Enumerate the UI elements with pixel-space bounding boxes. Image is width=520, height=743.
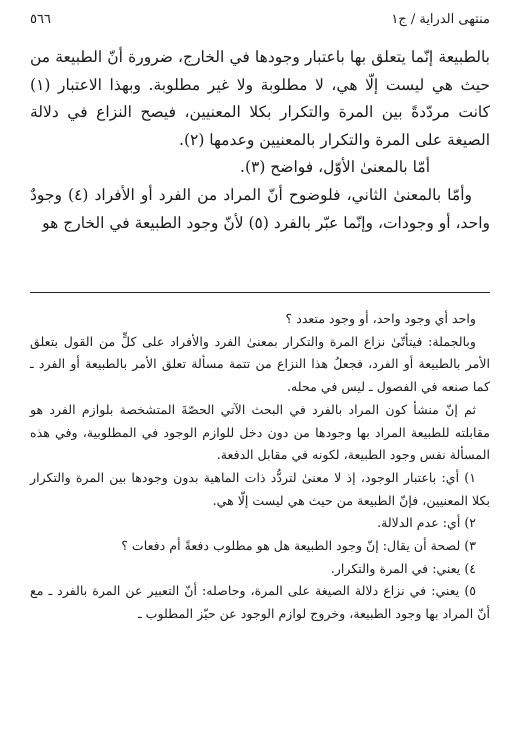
- footnote-continuation: واحد أي وجود واحد، أو وجود متعدد ؟: [285, 311, 476, 326]
- main-paragraph: وأمّا بالمعنىٰ الثاني، فلوضوح أنّ المراد من الفرد أو الأفراد (٤) وجودٌ واحد، أو وجودات، وإنّما عبّر بالفرد (٥) لأنّ وجود الطبيعة في الخارج هو: [30, 185, 490, 232]
- footnote-item: ٢) أي: عدم الدلالة.: [377, 515, 476, 531]
- footnote-item: ٣) لصحة أن يقال: إنّ وجود الطبيعة هل هو مطلوب دفعةً أم دفعات ؟: [121, 538, 476, 554]
- footnote-item: ٥) يعني: في نزاع دلالة الصيغة على المرة، وحاصله: أنّ التعبير عن المرة بالفرد ـ مع أنّ المراد بها وجود الطبيعة، وخروج لوازم الوجود عن حيّز المطلوب ـ: [30, 583, 490, 622]
- main-text: [30, 44, 490, 237]
- page-number: ٥٦٦: [30, 12, 51, 27]
- footnote-item: ١) أي: باعتبار الوجود، إذ لا معنىٰ لتردُّد ذات الماهية بدون وجودها بين المرة والتكرار بكلا المعنيين، فإنّ الطبيعة من حيث هي ليست إلّا هي.: [30, 469, 490, 508]
- main-paragraph: بالطبيعة إنّما يتعلق بها باعتبار وجودها في الخارج، ضرورة أنّ الطبيعة من حيث هي ليست إلّا هي، لا مطلوبة ولا غير مطلوبة. وبهذا الاعتبار (١) كانت مردّدةً بين المرة والتكرار بكلا المعنيين، فيصح النزاع في دلالة الصيغة على المرة والتكرار بالمعنيين وعدمها (٢).: [30, 48, 490, 149]
- main-paragraph: أمّا بالمعنىٰ الأوّل، فواضح (٣).: [240, 158, 430, 177]
- footnote-paragraph: ثم إنّ منشأ كون المراد بالفرد في البحث الآتي الحصّةَ المتشخصة بلوازم الفرد هو مقابلته للطبيعة المراد بها وجودها من دون دخل للوازم الوجود في المطلوبية، وفي هذه المسألة نفس وجود الطبيعة، لكونه في مقابل الدفعة.: [30, 401, 490, 463]
- footnote-separator: [30, 292, 490, 293]
- footnotes: [30, 308, 490, 626]
- page-header: [30, 12, 490, 36]
- footnote-paragraph: وبالجملة: فيتأتّىٰ نزاع المرة والتكرار بمعنىٰ الفرد والأفراد على كلٍّ من القول بتعلق الأمر بالطبيعة أو الفرد، فجعلُ هذا النزاع من تتمة مسألة تعلق الأمر بالطبيعة أو الفرد ـ كما صنعه في الفصول ـ ليس في محله.: [30, 333, 490, 395]
- running-title: منتهى الدراية / ج١: [391, 12, 490, 27]
- footnote-item: ٤) يعني: في المرة والتكرار.: [330, 560, 476, 576]
